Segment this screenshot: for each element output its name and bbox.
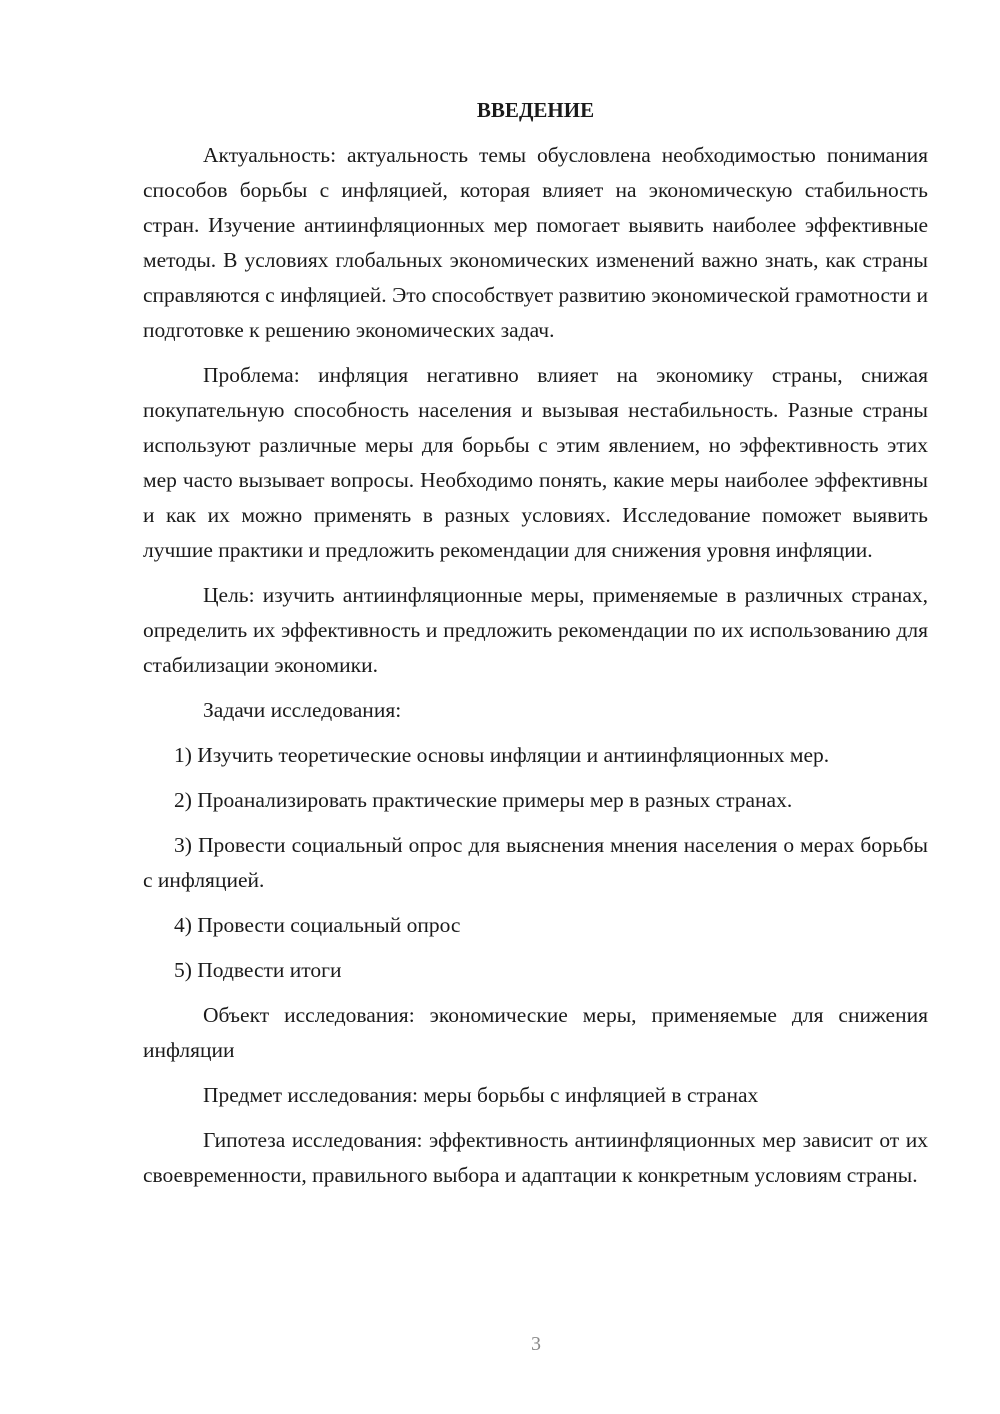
task-item-2: 2) Проанализировать практические примеры мер в разных странах.	[174, 788, 793, 812]
page-title: ВВЕДЕНИЕ	[476, 98, 595, 122]
paragraph-goal: Цель: изучить антиинфляционные меры, применяемые в различных странах, определить их эффективность и предложить рекомендации по их использованию для стабилизации экономики.	[143, 583, 928, 677]
task-item-1: 1) Изучить теоретические основы инфляции и антиинфляционных мер.	[174, 743, 830, 767]
paragraph-relevance: Актуальность: актуальность темы обусловлена необходимостью понимания способов борьбы с инфляцией, которая влияет на экономическую стабильность стран. Изучение антиинфляционных мер помогает выявить наиболее эффективные методы. В условиях глобальных экономических изменений важно знать, как страны справляются с инфляцией. Это способствует развитию экономической грамотности и подготовке к решению экономических задач.	[143, 143, 928, 342]
task-item-4: 4) Провести социальный опрос	[174, 913, 461, 937]
page-number: 3	[531, 1333, 541, 1355]
task-item-3: 3) Провести социальный опрос для выяснения мнения населения о мерах борьбы с инфляцией.	[143, 833, 928, 892]
paragraph-subject: Предмет исследования: меры борьбы с инфляцией в странах	[203, 1083, 759, 1107]
paragraph-hypothesis: Гипотеза исследования: эффективность антиинфляционных мер зависит от их своевременности, правильного выбора и адаптации к конкретным условиям страны.	[143, 1128, 928, 1187]
paragraph-problem: Проблема: инфляция негативно влияет на экономику страны, снижая покупательную способность населения и вызывая нестабильность. Разные страны используют различные меры для борьбы с этим явлением, но эффективность этих мер часто вызывает вопросы. Необходимо понять, какие меры наиболее эффективны и как их можно применять в разных условиях. Исследование поможет выявить лучшие практики и предложить рекомендации для снижения уровня инфляции.	[143, 363, 928, 562]
paragraph-tasks-heading: Задачи исследования:	[203, 698, 402, 722]
document-page	[143, 90, 928, 1203]
task-item-5: 5) Подвести итоги	[174, 958, 342, 982]
paragraph-object: Объект исследования: экономические меры, применяемые для снижения инфляции	[143, 1003, 928, 1062]
